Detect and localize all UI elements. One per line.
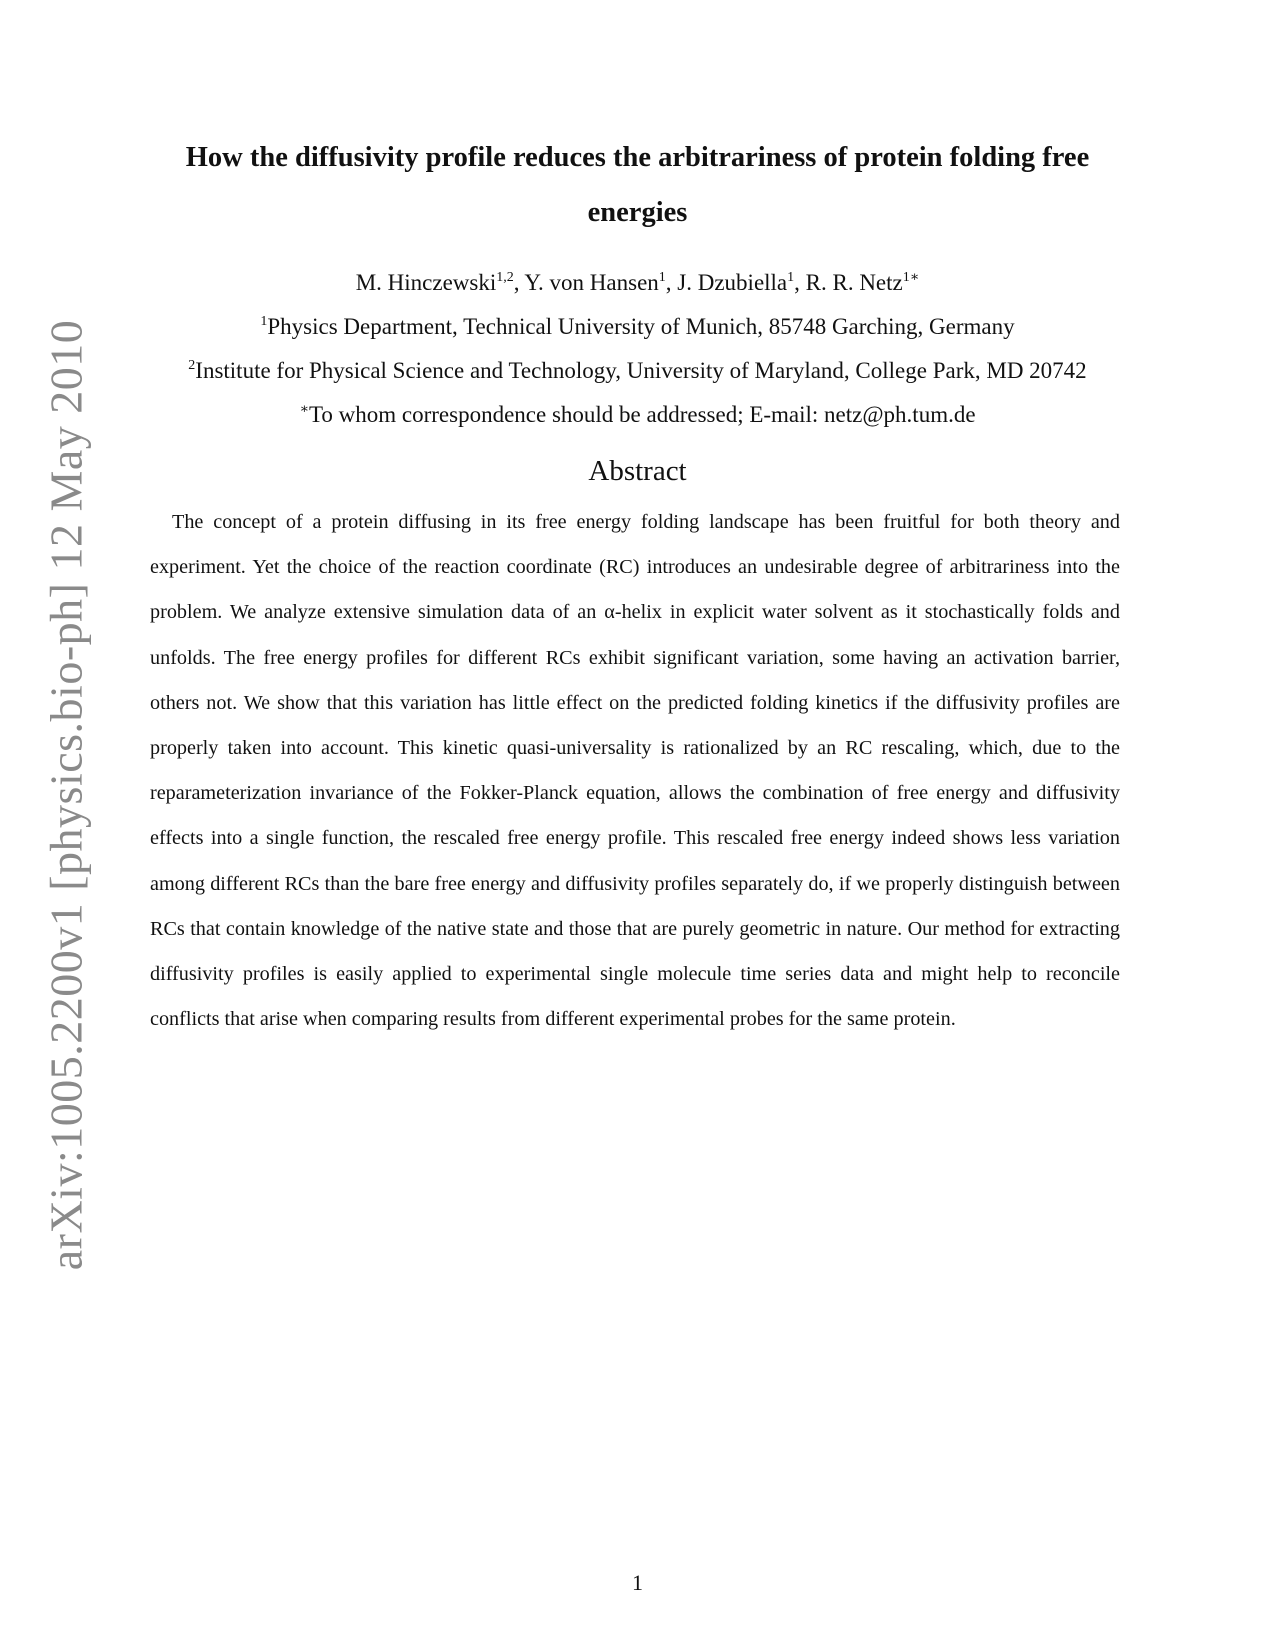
author-separator: , [794, 270, 806, 295]
affiliation-mark: 2 [188, 358, 196, 373]
abstract-paragraph: The concept of a protein diffusing in its free energy folding landscape has been fruitful for both theory and experiment. Yet the choice of the reaction coordinate (RC) introduces an undesirable degree of arbitrariness into the problem. We analyze extensive simulation data of an α-helix in explicit water solvent as it stochastically folds and unfolds. The free energy profiles for different RCs exhibit significant variation, some having an activation barrier, others not. We show that this variation has little effect on the predicted folding kinetics if the diffusivity profiles are properly taken into account. This kinetic quasi-universality is rationalized by an RC rescaling, which, due to the reparameterization invariance of the Fokker-Planck equation, allows the combination of free energy and diffusivity effects into a single function, the rescaled free energy profile. This rescaled free energy indeed shows less variation among different RCs than the bare free energy and diffusivity profiles separately do, if we properly distinguish between RCs that contain knowledge of the native state and those that are purely geometric in nature. Our method for extracting diffusivity profiles is easily applied to experimental single molecule time series data and might help to reconcile conflicts that arise when comparing results from different experimental probes for the same protein. [150, 511, 1120, 1031]
author-list [100, 270, 1175, 296]
page-number: 1 [632, 1570, 643, 1595]
author-separator: , [513, 270, 525, 295]
affiliation-1 [100, 314, 1175, 340]
affiliation-2 [100, 358, 1175, 384]
author-separator: , [665, 270, 678, 295]
affiliation-text: Institute for Physical Science and Technology, University of Maryland, College Park, MD 20742 [195, 358, 1087, 383]
author-name: Y. von Hansen [524, 270, 659, 295]
affiliation-mark: 1 [260, 314, 268, 329]
correspondence-note [100, 402, 1175, 428]
abstract-heading: Abstract [588, 455, 687, 487]
author-affiliation-mark: 1 [787, 270, 795, 285]
correspondence-mark: ∗ [299, 402, 309, 417]
author-affiliation-mark: 1∗ [902, 270, 920, 285]
paper-title: How the diffusivity profile reduces the arbitrariness of protein folding free energies [185, 142, 1090, 228]
arxiv-identifier: arXiv:1005.2200v1 [physics.bio-ph] 12 May 2010 [40, 319, 92, 1271]
author-name: R. R. Netz [805, 270, 903, 295]
author-name: J. Dzubiella [677, 270, 788, 295]
correspondence-text: To whom correspondence should be addressed; E-mail: netz@ph.tum.de [308, 402, 976, 427]
author-name: M. Hinczewski [355, 270, 497, 295]
affiliation-text: Physics Department, Technical University of Munich, 85748 Garching, Germany [267, 314, 1015, 339]
author-affiliation-mark: 1,2 [496, 270, 514, 285]
author-affiliation-mark: 1 [658, 270, 666, 285]
